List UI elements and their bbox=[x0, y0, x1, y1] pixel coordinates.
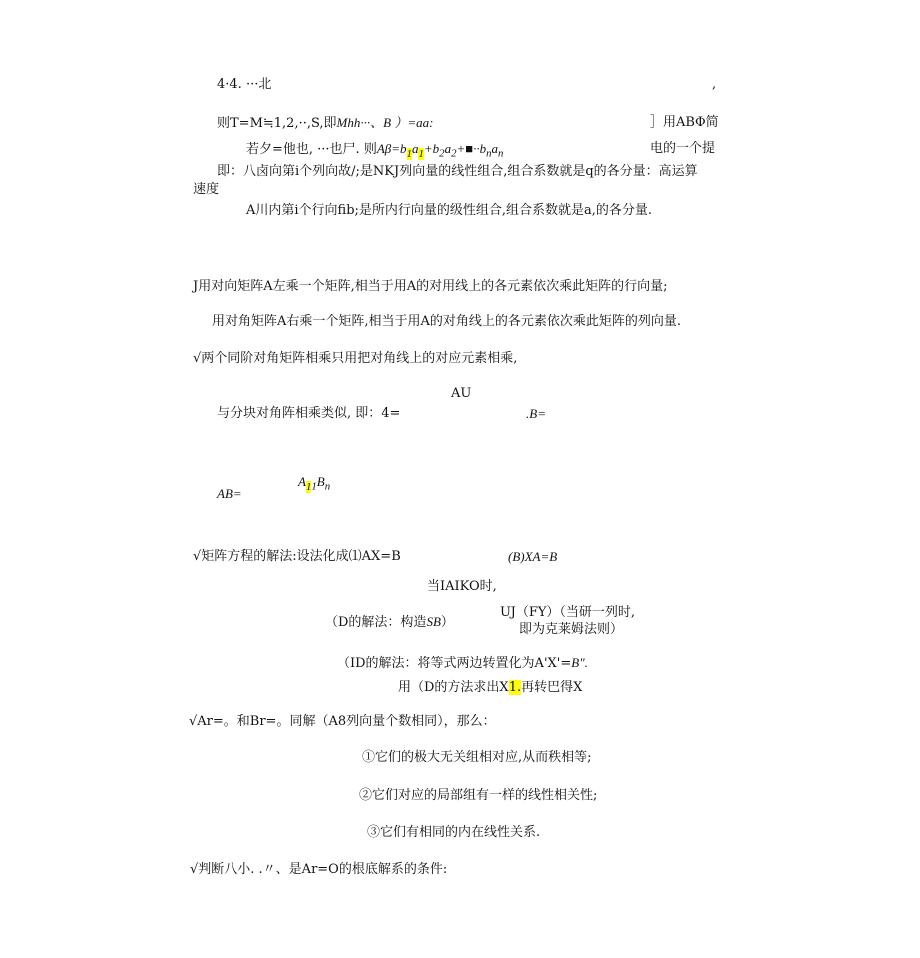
text-line: ②它们对应的局部组有一样的线性相关性; bbox=[359, 788, 598, 803]
text-line: √两个同阶对角矩阵相乘只用把对角线上的对应元素相乘, bbox=[193, 351, 518, 366]
text-line bbox=[325, 614, 454, 631]
text-line bbox=[298, 474, 330, 494]
highlight-mark: 1 bbox=[406, 147, 412, 160]
formula-subscript: 2 bbox=[439, 147, 445, 160]
formula-fragment: (B)XA=B bbox=[508, 549, 558, 564]
text-line: ］用ABΦ简 bbox=[650, 115, 719, 130]
text-line: 电的一个提 bbox=[650, 141, 716, 156]
formula-fragment: a bbox=[444, 141, 452, 156]
text-line: 即为克莱姆法则） bbox=[519, 622, 624, 637]
text-line bbox=[217, 115, 433, 132]
formula-fragment: .B= bbox=[526, 406, 546, 421]
formula-fragment: Mhh···、B ）=aa: bbox=[336, 115, 434, 130]
formula-subscript: n bbox=[486, 147, 492, 160]
text-line bbox=[337, 655, 588, 672]
highlight-mark: 1 bbox=[418, 147, 424, 160]
text-line: 当IAIKO时, bbox=[427, 579, 497, 594]
text-line: UJ（FY）（当研一列时, bbox=[500, 605, 636, 620]
text-line: √判断八小. .〃、是Ar=O的根底解系的条件: bbox=[190, 862, 448, 877]
formula-fragment: Aβ=b bbox=[376, 141, 407, 156]
text-fragment: （D的解法：构造 bbox=[325, 615, 427, 630]
text-fragment: 再转巴得X bbox=[521, 680, 583, 695]
formula-fragment: A bbox=[298, 474, 306, 489]
text-line bbox=[398, 680, 582, 696]
formula-fragment: SB bbox=[426, 614, 441, 629]
formula-subscript: n bbox=[324, 480, 331, 493]
text-fragment: 则T=M≒1,2,··,S,即 bbox=[217, 116, 337, 131]
text-line: 4·4. ···北 bbox=[217, 77, 272, 92]
highlight-mark: 1 bbox=[305, 480, 312, 493]
text-fragment: ） bbox=[440, 615, 454, 630]
text-fragment: 若夕=他也, ···也尸. 则 bbox=[246, 142, 377, 157]
text-line: AU bbox=[451, 386, 472, 401]
formula-fragment: a bbox=[411, 141, 419, 156]
text-line: 速度 bbox=[193, 182, 220, 197]
highlight-mark: 1. bbox=[508, 680, 522, 695]
text-line: ①它们的极大无关组相对应,从而秩相等; bbox=[362, 750, 592, 765]
text-line: , bbox=[712, 77, 717, 92]
text-line: √Ar=。和Br=。同解（A8列向量个数相同），那么： bbox=[189, 714, 496, 729]
formula-subscript: n bbox=[498, 147, 504, 160]
formula-fragment: B". bbox=[571, 655, 588, 670]
formula-fragment: +■··b bbox=[456, 141, 487, 156]
text-line: √矩阵方程的解法:设法化成⑴AX=B bbox=[193, 549, 401, 564]
formula-fragment: AB= bbox=[217, 486, 242, 501]
text-fragment: （ID的解法：将等式两边转置化为A'X'= bbox=[337, 656, 572, 671]
text-line: ③它们有相同的内在线性关系. bbox=[367, 825, 541, 840]
text-line: 与分块对角阵相乘类似, 即：4= bbox=[217, 406, 401, 421]
formula-fragment: B bbox=[316, 474, 325, 489]
text-line: 即：八卤向第i个列向故/;是NKJ列向量的线性组合,组合系数就是q的各分量：高运算 bbox=[217, 164, 698, 179]
formula-fragment: +b bbox=[423, 141, 440, 156]
text-line: 用对角矩阵A右乘一个矩阵,相当于用A的对角线上的各元素依次乘此矩阵的列向量. bbox=[212, 314, 682, 329]
text-line: J用对向矩阵A左乘一个矩阵,相当于用A的对用线上的各元素依次乘此矩阵的行向量; bbox=[193, 279, 668, 294]
text-line: A川内第i个行向fib;是所内行向量的级性组合,组合系数就是a,的各分量. bbox=[246, 203, 653, 218]
text-fragment: 用（D的方法求出X bbox=[398, 680, 509, 695]
formula-subscript: 2 bbox=[451, 147, 457, 160]
text-line bbox=[246, 141, 503, 161]
formula-fragment: a bbox=[491, 141, 499, 156]
formula-subscript: 1 bbox=[311, 480, 317, 493]
